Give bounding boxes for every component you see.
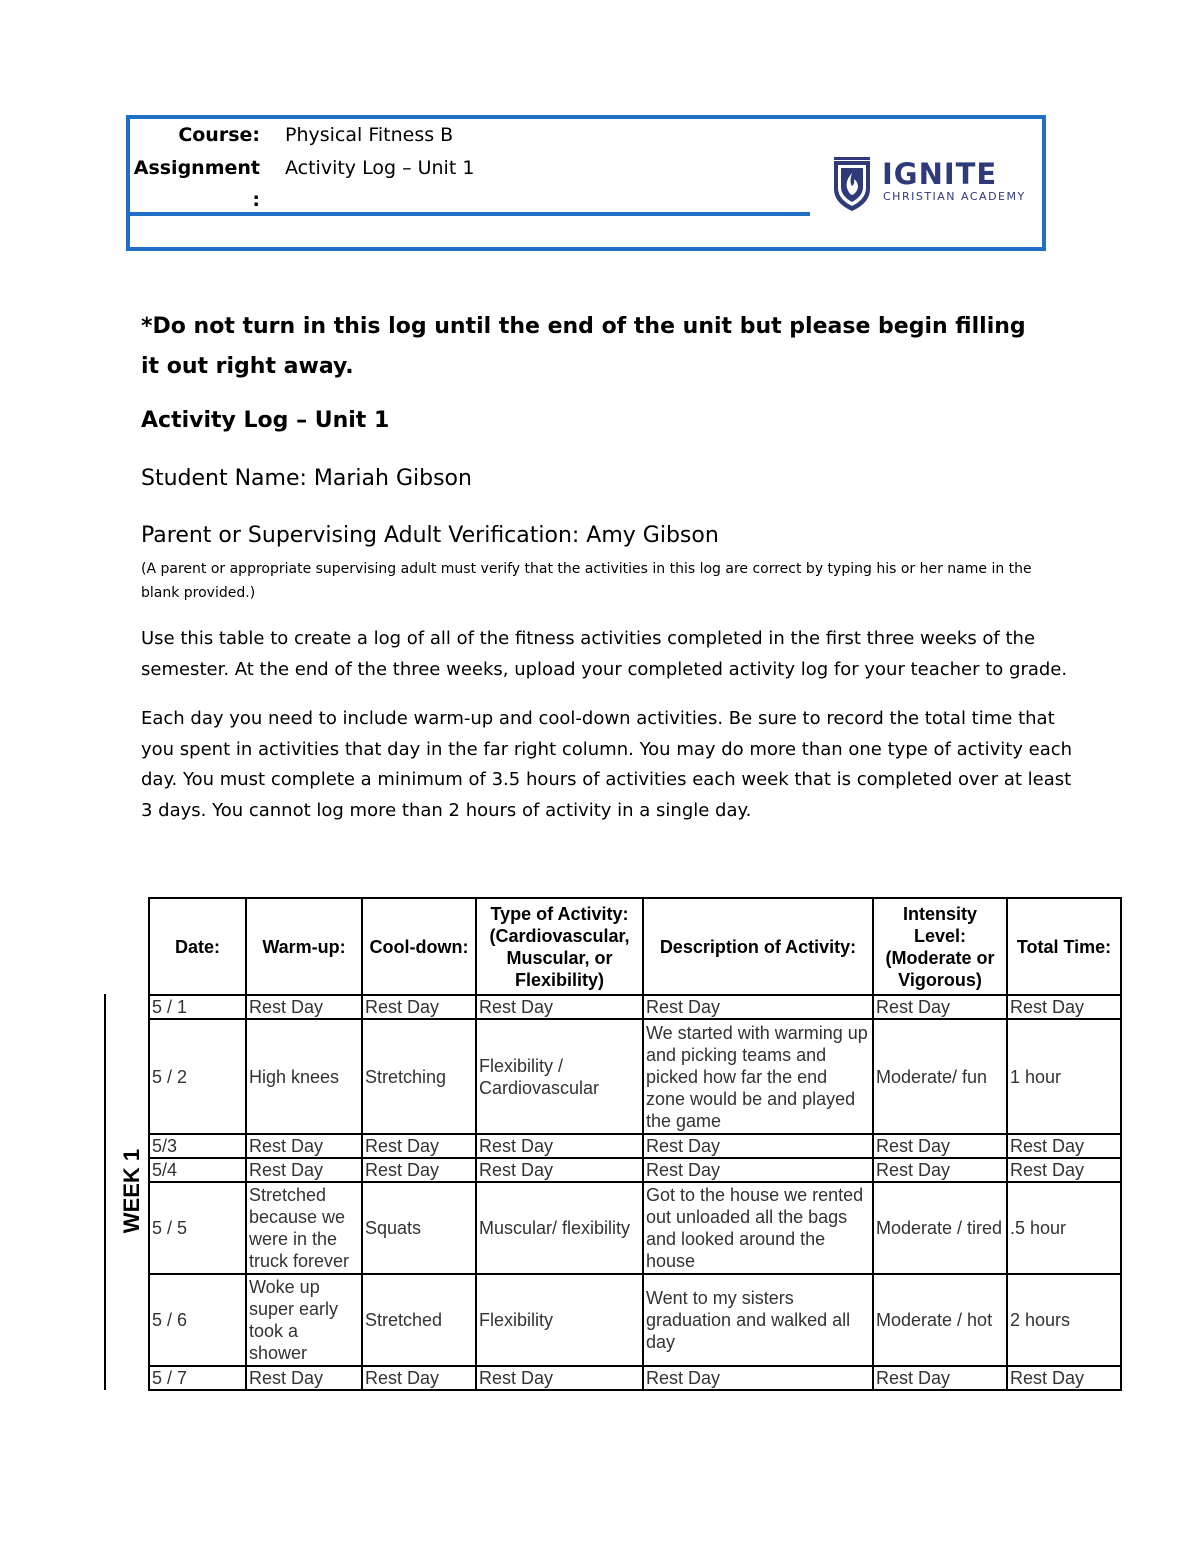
header-date: Date: xyxy=(149,898,246,995)
cell-date: 5/4 xyxy=(149,1158,246,1182)
cell-description: Rest Day xyxy=(643,1134,873,1158)
cell-cool-down: Stretched xyxy=(362,1274,476,1366)
header-box xyxy=(126,115,1046,251)
cell-warm-up: Rest Day xyxy=(246,1158,362,1182)
instructions-para-2: Each day you need to include warm-up and cool-down activities. Be sure to record the total time that you spent in activities that day in the far right column. You may do more than one type of activity each day. You must complete a minimum of 3.5 hours of activities each week that is completed over at least 3 days. You cannot log more than 2 hours of activity in a single day. xyxy=(141,708,1073,821)
cell-description: Rest Day xyxy=(643,1366,873,1390)
cell-intensity: Rest Day xyxy=(873,995,1007,1019)
notice: *Do not turn in this log until the end of the unit but please begin filling it out right away. xyxy=(141,314,1026,379)
cell-total-time: 2 hours xyxy=(1007,1274,1121,1366)
table-row xyxy=(149,1134,1121,1158)
page-title: Activity Log – Unit 1 xyxy=(141,408,390,433)
cell-intensity: Rest Day xyxy=(873,1158,1007,1182)
cell-warm-up: Stretched because we were in the truck forever xyxy=(246,1182,362,1274)
table-row xyxy=(149,1274,1121,1366)
cell-date: 5 / 1 xyxy=(149,995,246,1019)
parent-note: (A parent or appropriate supervising adult must verify that the activities in this log are correct by typing his or her name in the blank provided.) xyxy=(141,561,1032,601)
assignment-colon: : xyxy=(252,189,260,211)
header-rule xyxy=(130,212,810,216)
cell-total-time: Rest Day xyxy=(1007,1366,1121,1390)
cell-cool-down: Squats xyxy=(362,1182,476,1274)
parent-verification: Parent or Supervising Adult Verification: Amy Gibson xyxy=(141,523,719,548)
week-label: WEEK 1 xyxy=(119,1148,144,1234)
cell-date: 5 / 6 xyxy=(149,1274,246,1366)
table-row xyxy=(149,1019,1121,1134)
shield-icon xyxy=(830,155,874,213)
cell-activity-type: Flexibility / Cardiovascular xyxy=(476,1019,643,1134)
cell-warm-up: Rest Day xyxy=(246,1366,362,1390)
cell-total-time: .5 hour xyxy=(1007,1182,1121,1274)
cell-total-time: 1 hour xyxy=(1007,1019,1121,1134)
course-label: Course: xyxy=(178,124,260,146)
cell-intensity: Moderate / hot xyxy=(873,1274,1007,1366)
cell-cool-down: Rest Day xyxy=(362,1158,476,1182)
activity-log-table xyxy=(148,897,1122,1391)
cell-warm-up: Rest Day xyxy=(246,995,362,1019)
logo-text: IGNITE xyxy=(882,157,998,191)
cell-description: We started with warming up and picking teams and picked how far the end zone would be and played the game xyxy=(643,1019,873,1134)
week-divider xyxy=(104,994,106,1390)
instructions-para-1: Use this table to create a log of all of the fitness activities completed in the first three weeks of the semester. At the end of the three weeks, upload your completed activity log for your teacher to grade. xyxy=(141,628,1068,680)
table-row xyxy=(149,1366,1121,1390)
cell-cool-down: Stretching xyxy=(362,1019,476,1134)
cell-activity-type: Rest Day xyxy=(476,1366,643,1390)
table-header-row xyxy=(149,898,1121,995)
cell-description: Rest Day xyxy=(643,995,873,1019)
cell-cool-down: Rest Day xyxy=(362,1134,476,1158)
cell-intensity: Moderate/ fun xyxy=(873,1019,1007,1134)
cell-warm-up: High knees xyxy=(246,1019,362,1134)
assignment-label: Assignment xyxy=(133,157,260,179)
cell-intensity: Rest Day xyxy=(873,1134,1007,1158)
cell-cool-down: Rest Day xyxy=(362,995,476,1019)
cell-activity-type: Muscular/ flexibility xyxy=(476,1182,643,1274)
course-value: Physical Fitness B xyxy=(285,124,454,146)
cell-activity-type: Rest Day xyxy=(476,1158,643,1182)
cell-date: 5/3 xyxy=(149,1134,246,1158)
cell-description: Got to the house we rented out unloaded all the bags and looked around the house xyxy=(643,1182,873,1274)
cell-total-time: Rest Day xyxy=(1007,995,1121,1019)
cell-date: 5 / 5 xyxy=(149,1182,246,1274)
cell-activity-type: Rest Day xyxy=(476,995,643,1019)
cell-intensity: Rest Day xyxy=(873,1366,1007,1390)
header-intensity: Intensity Level: (Moderate or Vigorous) xyxy=(873,898,1007,995)
logo-subtext: CHRISTIAN ACADEMY xyxy=(883,190,1026,203)
assignment-value: Activity Log – Unit 1 xyxy=(285,157,475,179)
cell-activity-type: Flexibility xyxy=(476,1274,643,1366)
header-total-time: Total Time: xyxy=(1007,898,1121,995)
cell-date: 5 / 7 xyxy=(149,1366,246,1390)
student-name: Student Name: Mariah Gibson xyxy=(141,466,472,491)
header-cool-down: Cool-down: xyxy=(362,898,476,995)
header-warm-up: Warm-up: xyxy=(246,898,362,995)
cell-warm-up: Rest Day xyxy=(246,1134,362,1158)
cell-description: Went to my sisters graduation and walked all day xyxy=(643,1274,873,1366)
cell-activity-type: Rest Day xyxy=(476,1134,643,1158)
table-row xyxy=(149,1182,1121,1274)
cell-intensity: Moderate / tired xyxy=(873,1182,1007,1274)
cell-total-time: Rest Day xyxy=(1007,1134,1121,1158)
table-row xyxy=(149,1158,1121,1182)
cell-cool-down: Rest Day xyxy=(362,1366,476,1390)
cell-warm-up: Woke up super early took a shower xyxy=(246,1274,362,1366)
cell-total-time: Rest Day xyxy=(1007,1158,1121,1182)
cell-date: 5 / 2 xyxy=(149,1019,246,1134)
cell-description: Rest Day xyxy=(643,1158,873,1182)
header-activity-type: Type of Activity: (Cardiovascular, Muscular, or Flexibility) xyxy=(476,898,643,995)
logo xyxy=(830,155,1030,215)
header-description: Description of Activity: xyxy=(643,898,873,995)
table-row xyxy=(149,995,1121,1019)
